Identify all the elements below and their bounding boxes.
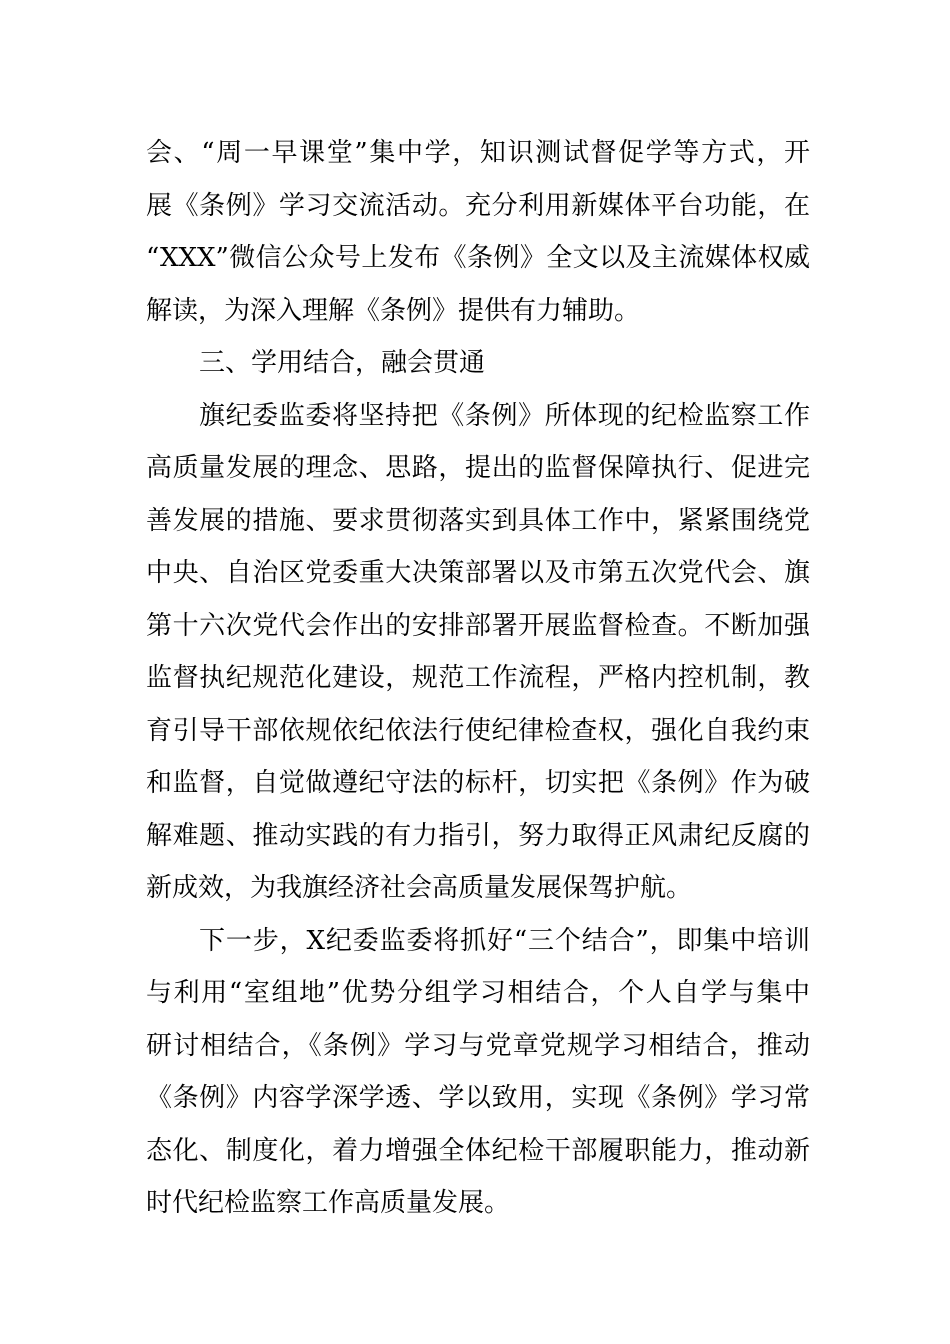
text-line: 研讨相结合，《条例》学习与党章党规学习相结合，推动: [146, 1030, 810, 1061]
text-line: “XXX”微信公众号上发布《条例》全文以及主流媒体权威: [146, 243, 810, 273]
text-line: 和监督，自觉做遵纪守法的标杆，切实把《条例》作为破: [146, 768, 810, 798]
section-heading-3: 三、学用结合，融会贯通: [199, 348, 486, 378]
text-line: 与利用“室组地”优势分组学习相结合，个人自学与集中: [146, 978, 810, 1008]
paragraph-2: [146, 390, 810, 915]
text-line: 第十六次党代会作出的安排部署开展监督检查。不断加强: [146, 610, 810, 641]
text-line: 监督执纪规范化建设，规范工作流程，严格内控机制，教: [146, 663, 810, 693]
text-line: 展《条例》学习交流活动。充分利用新媒体平台功能，在: [146, 190, 810, 221]
text-line: 解读，为深入理解《条例》提供有力辅助。: [146, 295, 641, 326]
text-line: 时代纪检监察工作高质量发展。: [146, 1188, 511, 1218]
text-line: 善发展的措施、要求贯彻落实到具体工作中，紧紧围绕党: [146, 505, 810, 536]
text-line: 下一步，X纪委监委将抓好“三个结合”，即集中培训: [199, 925, 810, 956]
text-line: 旗纪委监委将坚持把《条例》所体现的纪检监察工作: [199, 400, 810, 431]
text-line: 育引导干部依规依纪依法行使纪律检查权，强化自我约束: [146, 715, 810, 746]
text-line: 态化、制度化，着力增强全体纪检干部履职能力，推动新: [146, 1135, 810, 1166]
text-line: 高质量发展的理念、思路，提出的监督保障执行、促进完: [146, 453, 810, 483]
text-line: 会、“周一早课堂”集中学，知识测试督促学等方式，开: [146, 138, 810, 168]
paragraph-3: [146, 915, 810, 1230]
document-body: [146, 127, 810, 1230]
text-line: 中央、自治区党委重大决策部署以及市第五次党代会、旗: [146, 558, 810, 588]
text-line: 《条例》内容学深学透、学以致用，实现《条例》学习常: [146, 1083, 810, 1113]
text-line: 解难题、推动实践的有力指引，努力取得正风肃纪反腐的: [146, 820, 810, 851]
paragraph-1: [146, 127, 810, 337]
text-line: 新成效，为我旗经济社会高质量发展保驾护航。: [146, 873, 693, 903]
